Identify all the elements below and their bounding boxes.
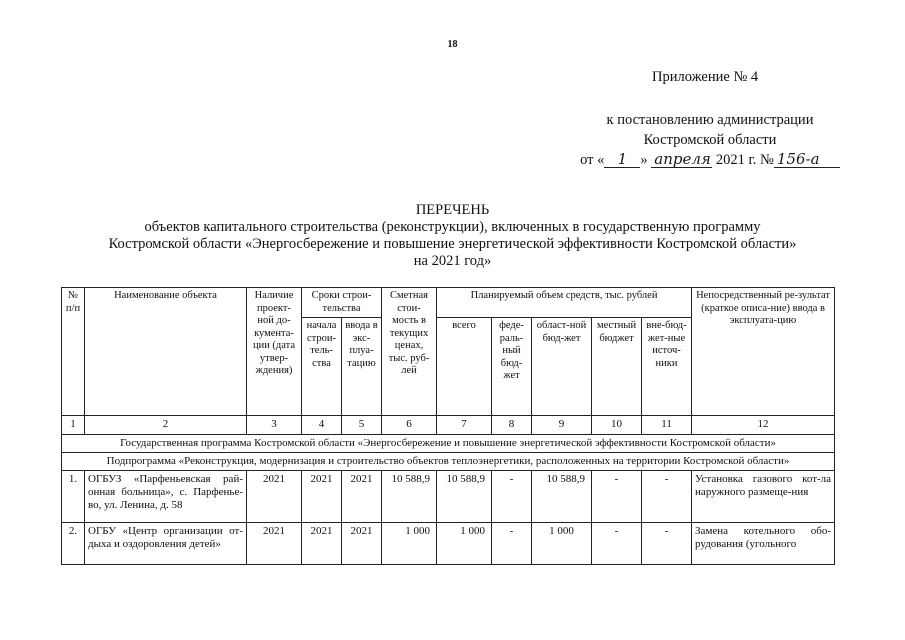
title-line-2: объектов капитального строительства (реконструкции), включенных в государственную программу — [144, 219, 761, 235]
commission-result: Установка газового кот-ла наружного размеще-ния — [692, 471, 835, 523]
row-number: 1. — [62, 471, 85, 523]
program-title: Государственная программа Костромской области «Энергосбережение и повышение энергетической эффективности Костромской области» — [62, 435, 835, 453]
handwritten-month: апреля — [651, 152, 712, 168]
column-number: 10 — [592, 416, 642, 435]
commission-year: 2021 — [342, 523, 382, 565]
objects-table — [61, 287, 835, 565]
program-row — [62, 435, 835, 453]
extra-budget: - — [642, 523, 692, 565]
header-num: № п/п — [62, 288, 85, 416]
local-budget: - — [592, 523, 642, 565]
object-name: ОГБУ «Центр организации от-дыха и оздоровления детей» — [85, 523, 247, 565]
header-terms: Сроки строи-тельства — [302, 288, 382, 318]
decree-line-2: Костромской области — [643, 132, 777, 148]
column-number: 1 — [62, 416, 85, 435]
title-line-4: на 2021 год» — [413, 253, 492, 269]
page-number: 18 — [447, 39, 458, 50]
title-line-1: ПЕРЕЧЕНЬ — [415, 202, 490, 218]
header-start: начала строи-тель-ства — [302, 318, 342, 416]
column-number: 7 — [437, 416, 492, 435]
header-funds: Планируемый объем средств, тыс. рублей — [437, 288, 692, 318]
subprogram-title: Подпрограмма «Реконструкция, модернизация и строительство объектов теплоэнергетики, расположенных на территории Костромской области» — [62, 453, 835, 471]
docs-date: 2021 — [247, 471, 302, 523]
estimated-cost: 10 588,9 — [382, 471, 437, 523]
header-federal: феде-раль-ный бюд-жет — [492, 318, 532, 416]
start-year: 2021 — [302, 523, 342, 565]
header-result: Непосредственный ре-зультат (краткое описа-ние) ввода в эксплуата-цию — [692, 288, 835, 416]
regional-budget: 1 000 — [532, 523, 592, 565]
commission-result: Замена котельного обо-рудования (угольного — [692, 523, 835, 565]
decree-date-mid: » — [640, 152, 648, 168]
header-docs: Наличие проект-ной до-кумента-ции (дата утвер-ждения) — [247, 288, 302, 416]
federal-budget: - — [492, 523, 532, 565]
start-year: 2021 — [302, 471, 342, 523]
subprogram-row — [62, 453, 835, 471]
header-regional: област-ной бюд-жет — [532, 318, 592, 416]
handwritten-day: 1 — [604, 152, 640, 168]
table-row — [62, 523, 835, 565]
estimated-cost: 1 000 — [382, 523, 437, 565]
column-number: 2 — [85, 416, 247, 435]
regional-budget: 10 588,9 — [532, 471, 592, 523]
header-local: местный бюджет — [592, 318, 642, 416]
column-number: 4 — [302, 416, 342, 435]
decree-line-1: к постановлению администрации — [606, 112, 814, 128]
document-title — [0, 202, 905, 270]
appendix-label: Приложение № 4 — [652, 69, 759, 85]
title-line-3: Костромской области «Энергосбережение и повышение энергетической эффективности Костромской области» — [108, 236, 797, 252]
header-total: всего — [437, 318, 492, 416]
total-funds: 10 588,9 — [437, 471, 492, 523]
table-row — [62, 471, 835, 523]
decree-date-line — [560, 150, 860, 170]
column-number: 5 — [342, 416, 382, 435]
column-number: 12 — [692, 416, 835, 435]
header-extra: вне-бюд-жет-ные источ-ники — [642, 318, 692, 416]
column-number: 8 — [492, 416, 532, 435]
extra-budget: - — [642, 471, 692, 523]
decree-date-prefix: от « — [580, 152, 605, 168]
column-number: 11 — [642, 416, 692, 435]
handwritten-decree-number: 156-а — [774, 152, 840, 168]
commission-year: 2021 — [342, 471, 382, 523]
row-number: 2. — [62, 523, 85, 565]
header-row-1 — [62, 288, 835, 318]
header-name: Наименование объекта — [85, 288, 247, 416]
object-name: ОГБУЗ «Парфеньевская рай-онная больница», с. Парфенье-во, ул. Ленина, д. 58 — [85, 471, 247, 523]
decree-reference — [560, 110, 860, 170]
decree-year-text: 2021 г. № — [715, 152, 774, 168]
column-number: 9 — [532, 416, 592, 435]
local-budget: - — [592, 471, 642, 523]
column-number: 3 — [247, 416, 302, 435]
header-commission: ввода в экс-плуа-тацию — [342, 318, 382, 416]
column-number: 6 — [382, 416, 437, 435]
column-number-row — [62, 416, 835, 435]
docs-date: 2021 — [247, 523, 302, 565]
header-cost: Сметная стои-мость в текущих ценах, тыс. руб-лей — [382, 288, 437, 416]
total-funds: 1 000 — [437, 523, 492, 565]
federal-budget: - — [492, 471, 532, 523]
